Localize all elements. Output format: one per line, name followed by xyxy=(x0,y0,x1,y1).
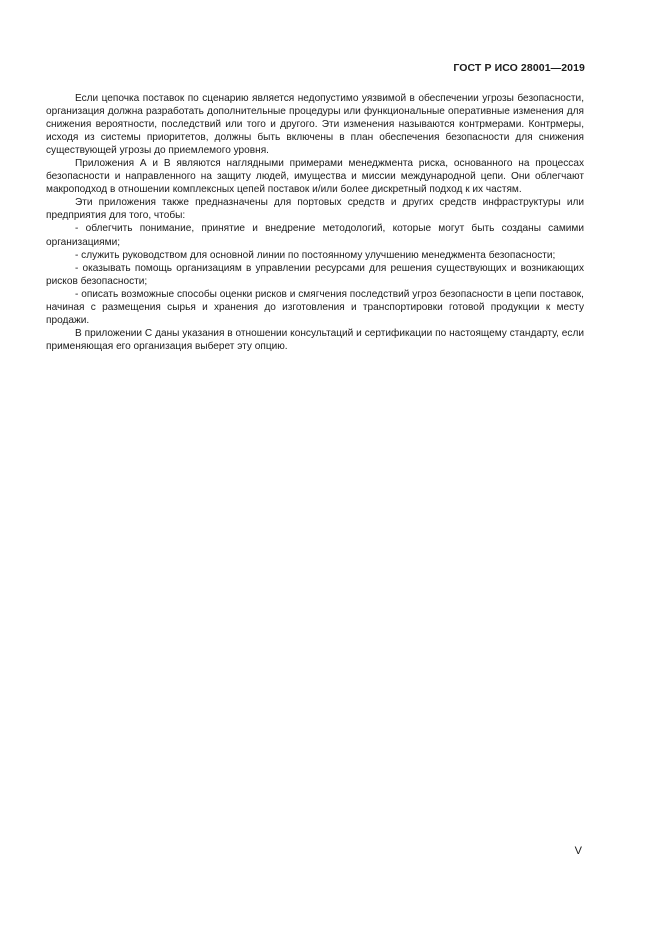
list-item: - оказывать помощь организациям в управлении ресурсами для решения существующих и возникающих рисков безопасности; xyxy=(46,262,584,287)
list-item: - служить руководством для основной линии по постоянному улучшению менеджмента безопасности; xyxy=(75,249,556,261)
page-number: V xyxy=(574,845,582,857)
paragraph-annexes-a-b: Приложения А и В являются наглядными примерами менеджмента риска, основанного на процессах безопасности и направленного на защиту людей, имущества и миссии международной цепи. Они облегчают макроподход в отношении комплексных цепей поставок и/или более дискретный подход к их частям. xyxy=(46,158,584,196)
document-code-header: ГОСТ Р ИСО 28001—2019 xyxy=(453,62,585,74)
paragraph-annexes-purpose: Эти приложения также предназначены для портовых средств и других средств инфраструктуры или предприятия для того, чтобы: xyxy=(46,197,584,222)
paragraph-annex-c: В приложении С даны указания в отношении консультаций и сертификации по настоящему стандарту, если применяющая его организация выберет эту опцию. xyxy=(46,327,584,352)
list-item: - облегчить понимание, принятие и внедрение методологий, которые могут быть созданы самими организациями; xyxy=(46,223,584,248)
list-item: - описать возможные способы оценки рисков и смягчения последствий угроз безопасности в цепи поставок, начиная с размещения сырья и хранения до изготовления и транспортировки готовой продукции к месту продажи. xyxy=(46,288,584,326)
body-text xyxy=(46,92,584,353)
paragraph-countermeasures: Если цепочка поставок по сценарию является недопустимо уязвимой в обеспечении угрозы безопасности, организация должна разработать дополнительные процедуры или функциональные оперативные изменения для снижения вероятности, последствий или того и другого. Эти изменения называются контрмерами. Контрмеры, исходя из системы приоритетов, должны быть включены в план обеспечения безопасности для снижения существующей угрозы до приемлемого уровня. xyxy=(46,93,584,157)
